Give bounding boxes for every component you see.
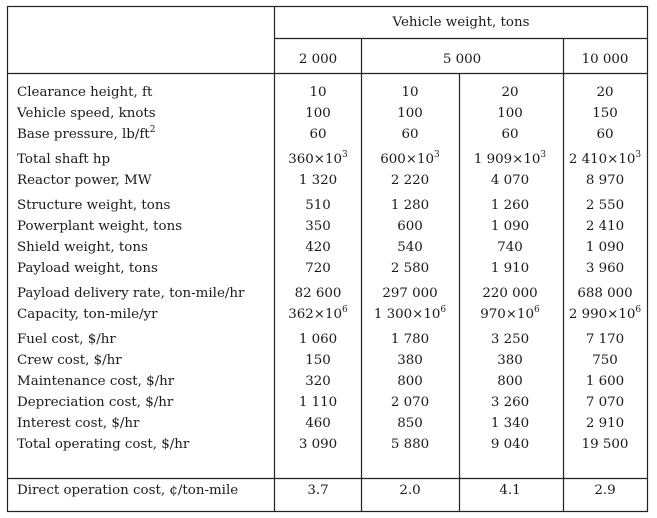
table-cell: 8 970 — [585, 173, 625, 188]
row-label: Total shaft hp — [17, 152, 111, 167]
cell-superscript: 6 — [635, 305, 642, 315]
table-cell: 7 170 — [585, 332, 625, 347]
table-cell: 9 040 — [490, 437, 530, 452]
cell-superscript: 6 — [440, 305, 447, 315]
table-cell: 1 910 — [490, 261, 530, 276]
row-label: Payload weight, tons — [17, 261, 158, 276]
row-label: Fuel cost, $/hr — [17, 332, 116, 347]
table-cell: 2 410 — [585, 219, 625, 234]
header-weight-2000: 2 000 — [298, 52, 338, 67]
table-cell: 3 250 — [490, 332, 530, 347]
table-cell: 100 — [305, 106, 331, 121]
row-label: Capacity, ton-mile/yr — [17, 307, 158, 322]
table-cell: 2 220 — [390, 173, 430, 188]
table-cell: 420 — [305, 240, 331, 255]
table-cell: 3 260 — [490, 395, 530, 410]
row-label-superscript: 2 — [149, 125, 156, 135]
table-cell: 540 — [397, 240, 423, 255]
row-label: Direct operation cost, ¢/ton-mile — [17, 483, 239, 498]
table-cell: 380 — [397, 353, 423, 368]
table-cell: 750 — [592, 353, 618, 368]
table-cell: 20 — [501, 85, 519, 100]
cell-superscript: 6 — [534, 305, 540, 315]
table-cell: 688 000 — [577, 286, 633, 301]
table-cell: 1 280 — [390, 198, 430, 213]
table-cell: 1 060 — [298, 332, 338, 347]
table-cell: $600\times 10^3$ — [380, 150, 440, 167]
table-cell: 800 — [497, 374, 523, 389]
table-cell: 5 880 — [390, 437, 430, 452]
table-cell: 220 000 — [482, 286, 538, 301]
table-cell: $362\times 10^6$ — [288, 305, 348, 322]
table-cell: 2 $990\times 10^6$ — [568, 305, 642, 322]
table-cell: 800 — [397, 374, 423, 389]
table-cell: 20 — [596, 85, 614, 100]
table-cell: $970\times 10^6$ — [480, 305, 540, 322]
row-label: Interest cost, $/hr — [17, 416, 140, 431]
table-cell: 297 000 — [382, 286, 438, 301]
table-cell: 380 — [497, 353, 523, 368]
table-cell: 1 090 — [585, 240, 625, 255]
header-weight-5000: 5 000 — [442, 52, 482, 67]
table-cell: 510 — [305, 198, 331, 213]
cell-superscript: 3 — [342, 150, 348, 160]
table-cell: 1 $300\times 10^6$ — [373, 305, 447, 322]
table-cell: 150 — [592, 106, 618, 121]
table-cell: 2 070 — [390, 395, 430, 410]
table-cell: 3 960 — [585, 261, 625, 276]
row-label: Maintenance cost, $/hr — [17, 374, 175, 389]
table-cell: 740 — [497, 240, 523, 255]
table-cell: 1 110 — [298, 395, 338, 410]
table-cell: 2 550 — [585, 198, 625, 213]
row-label: Reactor power, MW — [17, 173, 152, 188]
row-label: Depreciation cost, $/hr — [17, 395, 174, 410]
table-cell: 7 070 — [585, 395, 625, 410]
table-cell: 720 — [305, 261, 331, 276]
cell-superscript: 3 — [540, 150, 547, 160]
table-cell: 2 580 — [390, 261, 430, 276]
row-label: Shield weight, tons — [17, 240, 148, 255]
row-label: Powerplant weight, tons — [17, 219, 183, 234]
table-cell: 60 — [501, 127, 519, 142]
table-cell: 1 260 — [490, 198, 530, 213]
table-cell: 1 340 — [490, 416, 530, 431]
row-label: Crew cost, $/hr — [17, 353, 122, 368]
table-cell: 150 — [305, 353, 331, 368]
cell-superscript: 3 — [434, 150, 440, 160]
table-cell: 2.9 — [594, 483, 616, 498]
table-cell: 850 — [397, 416, 423, 431]
table-cell: 100 — [497, 106, 523, 121]
table-cell: 2.0 — [399, 483, 421, 498]
cell-superscript: 6 — [342, 305, 348, 315]
table-cell: 4 070 — [490, 173, 530, 188]
table-cell: $360\times 10^3$ — [288, 150, 348, 167]
row-label: Payload delivery rate, ton-mile/hr — [17, 286, 245, 301]
row-label: Clearance height, ft — [17, 85, 153, 100]
table-cell: 60 — [401, 127, 419, 142]
table-cell: 1 $909\times 10^3$ — [473, 150, 547, 167]
table-cell: 82 600 — [294, 286, 342, 301]
header-group-title: Vehicle weight, tons — [392, 15, 530, 30]
table-cell: 3 090 — [298, 437, 338, 452]
table-cell: 60 — [309, 127, 327, 142]
table-cell: 460 — [305, 416, 331, 431]
table-cell: 2 $410\times 10^3$ — [568, 150, 642, 167]
table-cell: 1 600 — [585, 374, 625, 389]
row-label: Base pressure, $lb/ft^2$ — [17, 125, 156, 142]
row-label: Vehicle speed, knots — [17, 106, 156, 121]
cell-superscript: 3 — [635, 150, 642, 160]
row-label: Structure weight, tons — [17, 198, 171, 213]
row-label: Total operating cost, $/hr — [17, 437, 190, 452]
table-cell: 10 — [401, 85, 419, 100]
header-weight-10000: 10 000 — [581, 52, 629, 67]
table-cell: 2 910 — [585, 416, 625, 431]
table-cell: 320 — [305, 374, 331, 389]
table-cell: 1 090 — [490, 219, 530, 234]
table-cell: 600 — [397, 219, 423, 234]
table-cell: 350 — [305, 219, 331, 234]
table-cell: 19 500 — [581, 437, 629, 452]
table-cell: 1 320 — [298, 173, 338, 188]
table-cell: 100 — [397, 106, 423, 121]
table-cell: 3.7 — [307, 483, 329, 498]
table-cell: 10 — [309, 85, 327, 100]
table-cell: 1 780 — [390, 332, 430, 347]
table-cell: 60 — [596, 127, 614, 142]
table-cell: 4.1 — [499, 483, 521, 498]
